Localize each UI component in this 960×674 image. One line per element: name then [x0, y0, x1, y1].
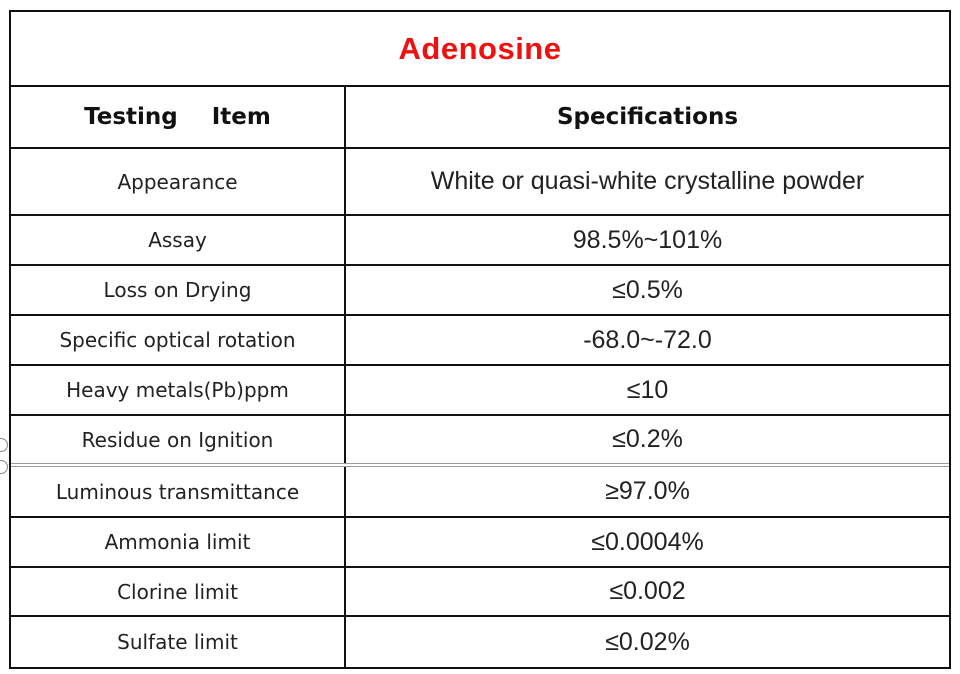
page-edge-marker: [0, 460, 8, 474]
row-item: Heavy metals(Pb)ppm: [11, 366, 346, 414]
table-row: [11, 366, 949, 416]
table-row: [11, 568, 949, 617]
table-row: [11, 216, 949, 266]
row-item: Residue on Ignition: [11, 416, 346, 463]
table-row: [11, 617, 949, 667]
page-edge-marker: [0, 438, 8, 452]
header-specifications: Specifications: [556, 104, 739, 130]
row-item: Luminous transmittance: [11, 467, 346, 516]
row-spec: White or quasi-white crystalline powder: [430, 167, 865, 195]
table-row: [11, 416, 949, 467]
row-spec: -68.0~-72.0: [583, 325, 712, 354]
table-row: [11, 316, 949, 366]
title-row: [11, 12, 949, 87]
table-row: [11, 518, 949, 568]
table-title: Adenosine: [398, 30, 562, 66]
specification-table: [9, 10, 951, 669]
header-testing-item: [11, 87, 346, 147]
table-row: [11, 149, 949, 216]
row-item: Sulfate limit: [11, 617, 346, 667]
row-spec: ≤0.2%: [612, 425, 683, 453]
row-spec: ≤10: [626, 375, 669, 404]
row-spec: 98.5%~101%: [572, 225, 723, 254]
row-item: Loss on Drying: [11, 266, 346, 314]
row-spec: ≤0.0004%: [591, 527, 704, 556]
row-spec: ≥97.0%: [605, 477, 690, 505]
row-item: Assay: [11, 216, 346, 264]
header-item-word1: Testing: [84, 104, 178, 130]
table-row: [11, 467, 949, 518]
header-row: [11, 87, 949, 149]
row-spec: ≤0.002: [609, 577, 686, 605]
row-item: Specific optical rotation: [11, 316, 346, 364]
row-item: Ammonia limit: [11, 518, 346, 566]
row-spec: ≤0.5%: [612, 275, 683, 304]
table-row: [11, 266, 949, 316]
row-item: Appearance: [11, 149, 346, 214]
row-item: Clorine limit: [11, 568, 346, 615]
header-item-word2: Item: [211, 104, 271, 130]
row-spec: ≤0.02%: [605, 627, 690, 656]
